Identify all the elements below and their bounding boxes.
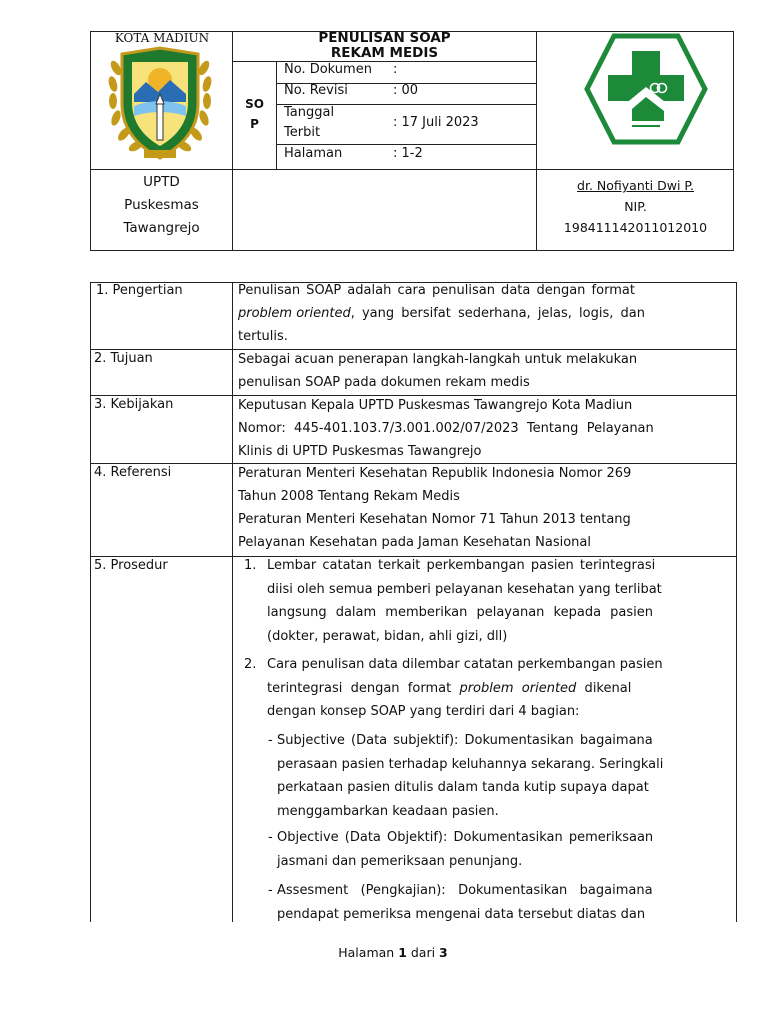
signer-name: dr. Nofiyanti Dwi P. [577, 178, 694, 193]
text-line: Lembar catatan terkait perkembangan pasien terintegrasi [267, 558, 656, 573]
sub-item-assesment [277, 879, 730, 926]
sop-label-line: SO [245, 97, 264, 111]
organization-name [91, 171, 232, 240]
row-label-kebijakan: 3. Kebijakan [94, 397, 174, 412]
text-line: Klinis di UPTD Puskesmas Tawangrejo [238, 444, 482, 459]
signer-block [537, 175, 734, 238]
sub-bullet: - [268, 733, 273, 748]
text-line: penulisan SOAP pada dokumen rekam medis [238, 375, 530, 390]
page-footer [0, 945, 768, 960]
text-line: Peraturan Menteri Kesehatan Republik Indonesia Nomor 269 [238, 466, 632, 481]
text-line: Peraturan Menteri Kesehatan Nomor 71 Tahun 2013 tentang [238, 512, 631, 527]
org-line: UPTD [143, 174, 180, 190]
text-line: menggambarkan keadaan pasien. [277, 803, 499, 819]
date-label [284, 103, 334, 143]
text-line: Subjective (Data subjektif): Dokumentasikan bagaimana [277, 733, 653, 748]
header-divider [232, 31, 233, 251]
text-line [238, 302, 730, 325]
city-emblem [104, 46, 216, 164]
revision-value: : 00 [393, 83, 419, 98]
text-line: perkataan pasien ditulis dalam tanda kutip supaya dapat [277, 780, 649, 795]
sub-item-objective [277, 826, 730, 873]
row-label-pengertian: 1. Pengertian [96, 283, 183, 298]
signer-nip-label: NIP. [624, 199, 647, 214]
text-line: pendapat pemeriksa mengenai data tersebut diatas dan [277, 906, 646, 922]
org-line: Tawangrejo [123, 220, 200, 236]
signer-nip: 198411142011012010 [563, 220, 708, 235]
date-value: : 17 Juli 2023 [393, 115, 479, 130]
title-line: PENULISAN SOAP [318, 30, 451, 46]
text-line: Tahun 2008 Tentang Rekam Medis [238, 489, 460, 504]
row-label-prosedur: 5. Prosedur [94, 558, 168, 573]
row-label-referensi: 4. Referensi [94, 465, 172, 480]
sub-bullet: - [268, 830, 273, 845]
text-line: tertulis. [238, 329, 288, 344]
list-number: 1. [244, 558, 257, 573]
text-line: Keputusan Kepala UPTD Puskesmas Tawangrejo Kota Madiun [238, 398, 633, 413]
content-divider [232, 282, 233, 922]
footer-current-page: 1 [398, 945, 407, 960]
page-label: Halaman [284, 146, 343, 161]
row-content-kebijakan [238, 394, 730, 463]
footer-text: Halaman [338, 945, 399, 960]
text-line: jasmani dan pemeriksaan penunjang. [277, 853, 523, 869]
date-label-line: Terbit [284, 125, 321, 140]
page-value: : 1-2 [393, 146, 423, 161]
text-line: (dokter, perawat, bidan, ahli gizi, dll) [267, 628, 508, 644]
list-number: 2. [244, 657, 257, 672]
text-line: Pelayanan Kesehatan pada Jaman Kesehatan Nasional [238, 535, 591, 550]
list-item [267, 653, 730, 724]
sop-label [233, 94, 276, 134]
revision-label: No. Revisi [284, 83, 348, 98]
doc-number-value: : [393, 62, 398, 77]
title-line: REKAM MEDIS [330, 45, 439, 61]
row-content-tujuan [238, 348, 730, 394]
text-line: Cara penulisan data dilembar catatan perkembangan pasien [267, 657, 663, 672]
emphasis-text: problem oriented [238, 306, 351, 321]
org-line: Puskesmas [124, 197, 199, 213]
text-line: dengan konsep SOAP yang terdiri dari 4 bagian: [267, 704, 580, 719]
header-divider [232, 61, 536, 62]
sub-bullet: - [268, 883, 273, 898]
text-span: dikenal [576, 680, 632, 696]
header-divider [276, 144, 536, 145]
row-label-tujuan: 2. Tujuan [94, 351, 153, 366]
text-line: Assesment (Pengkajian): Dokumentasikan bagaimana [277, 883, 653, 898]
doc-number-label: No. Dokumen [284, 62, 372, 77]
text-line: perasaan pasien terhadap keluhannya sekarang. Seringkali [277, 756, 664, 772]
emphasis-text: problem oriented [459, 680, 577, 696]
city-label: KOTA MADIUN [114, 31, 210, 45]
text-line: Objective (Data Objektif): Dokumentasikan pemeriksaan [277, 830, 654, 845]
puskesmas-logo [584, 33, 708, 145]
row-content-pengertian [238, 279, 730, 348]
footer-text: dari [406, 945, 440, 960]
list-item [267, 554, 730, 648]
text-line [267, 677, 730, 701]
text-line: diisi oleh semua pemberi pelayanan kesehatan yang terlibat [267, 581, 662, 597]
document-title [233, 31, 536, 61]
sub-item-subjective [277, 729, 730, 823]
text-line: Nomor: 445-401.103.7/3.001.002/07/2023 Tentang Pelayanan [238, 421, 654, 436]
footer-total-pages: 3 [439, 945, 448, 960]
text-line: Penulisan SOAP adalah cara penulisan data dengan format [238, 283, 635, 298]
header-divider [276, 61, 277, 169]
date-label-line: Tanggal [284, 105, 335, 120]
header-divider [90, 169, 734, 170]
row-content-referensi [238, 462, 730, 554]
sop-label-line: P [250, 117, 259, 131]
text-span: , yang bersifat sederhana, jelas, logis, dan [350, 306, 645, 321]
text-span: terintegrasi dengan format [267, 680, 460, 696]
text-line: Sebagai acuan penerapan langkah-langkah untuk melakukan [238, 352, 638, 367]
text-line: langsung dalam memberikan pelayanan kepada pasien [267, 605, 654, 620]
